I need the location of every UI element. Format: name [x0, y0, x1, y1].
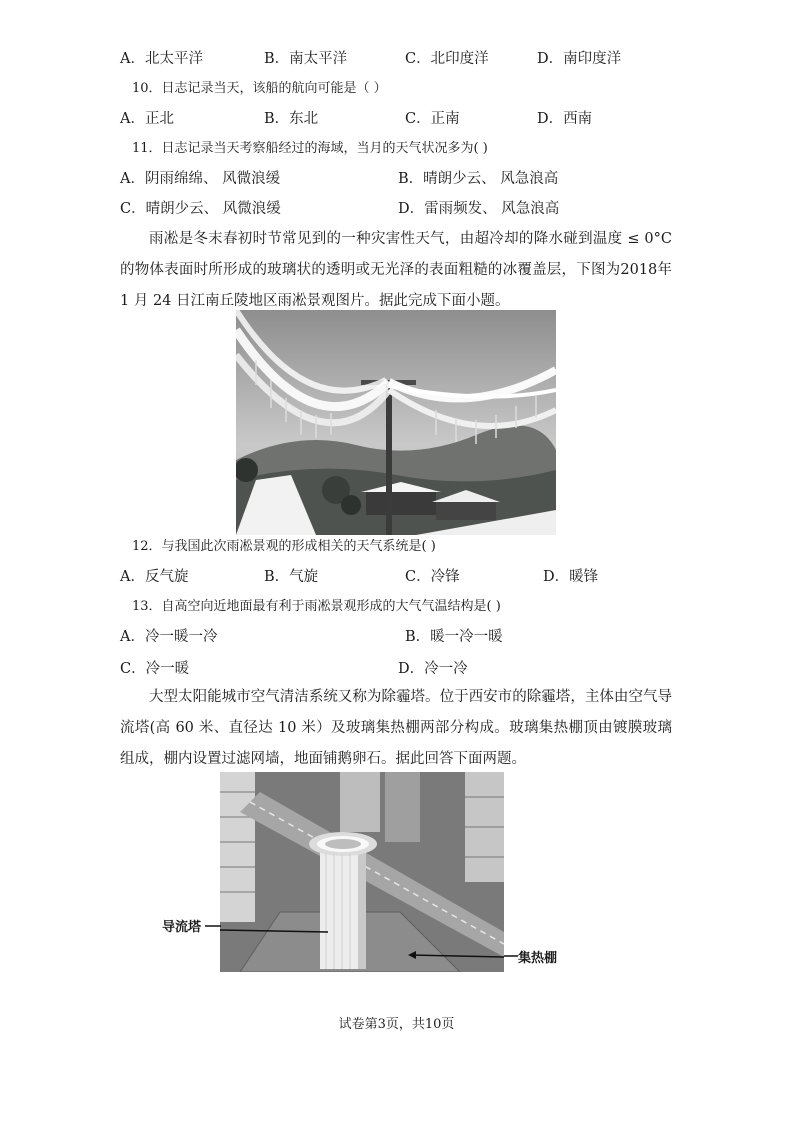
q9-option-d: D．南印度洋: [537, 51, 622, 67]
greenhouse-label-pointer: [504, 952, 518, 960]
passage-glaze-ice: [120, 224, 672, 317]
q10-stem: 10．日志记录当天，该船的航向可能是（ ）: [132, 81, 387, 96]
smog-tower-photo: [220, 772, 504, 972]
q10-option-d: D．西南: [537, 111, 593, 127]
q13-option-c: C．冷一暖: [120, 661, 190, 677]
tower-label: 导流塔: [162, 920, 202, 935]
q13-option-b: B．暖一冷一暖: [405, 629, 503, 645]
tower-label-pointer: [205, 920, 221, 932]
q12-stem: 12．与我国此次雨凇景观的形成相关的天气系统是( ): [132, 539, 436, 554]
q10-option-b: B．东北: [264, 111, 319, 127]
q12-option-b: B．气旋: [264, 569, 319, 585]
q11-option-c: C．晴朗少云、 风微浪缓: [120, 201, 281, 217]
q13-option-d: D．冷一冷: [398, 661, 468, 677]
glaze-ice-photo: [236, 310, 556, 535]
passage-smog-tower: [120, 682, 672, 775]
q10-option-c: C．正南: [405, 111, 460, 127]
passage-smog-tower-text: 大型太阳能城市空气清洁系统又称为除霾塔。位于西安市的除霾塔，主体由空气导流塔(高 60 米、直径达 10 米）及玻璃集热棚两部分构成。玻璃集热棚顶由镀膜玻璃组成，棚内设置过滤网墙，地面铺鹅卵石。据此回答下面两题。: [120, 689, 672, 767]
q13-stem: 13．自高空向近地面最有利于雨凇景观形成的大气气温结构是( ): [132, 599, 501, 614]
smog-tower-illustration: [220, 772, 504, 972]
q9-option-c: C．北印度洋: [405, 51, 489, 67]
q11-stem: 11．日志记录当天考察船经过的海域，当月的天气状况多为( ): [132, 141, 488, 156]
q11-option-a: A．阴雨绵绵、 风微浪缓: [120, 171, 281, 187]
page-footer: 试卷第3页，共10页: [338, 1017, 455, 1032]
q12-option-a: A．反气旋: [120, 569, 189, 585]
q12-option-d: D．暖锋: [543, 569, 599, 585]
glaze-ice-illustration: [236, 310, 556, 535]
greenhouse-label: 集热棚: [518, 951, 558, 966]
q9-option-a: A．北太平洋: [120, 51, 203, 67]
q12-option-c: C．冷锋: [405, 569, 460, 585]
q13-option-a: A．冷一暖一冷: [120, 629, 218, 645]
q10-option-a: A．正北: [120, 111, 174, 127]
q11-option-d: D．雷雨频发、 风急浪高: [398, 201, 560, 217]
q11-option-b: B．晴朗少云、 风急浪高: [398, 171, 559, 187]
passage-glaze-ice-text: 雨凇是冬末春初时节常见到的一种灾害性天气，由超冷却的降水碰到温度 ≤ 0°C的物体表面时所形成的玻璃状的透明或无光泽的表面粗糙的冰覆盖层，下图为2018年 1 月 24 日江南丘陵地区雨凇景观图片。据此完成下面小题。: [120, 231, 672, 309]
q9-option-b: B．南太平洋: [264, 51, 348, 67]
